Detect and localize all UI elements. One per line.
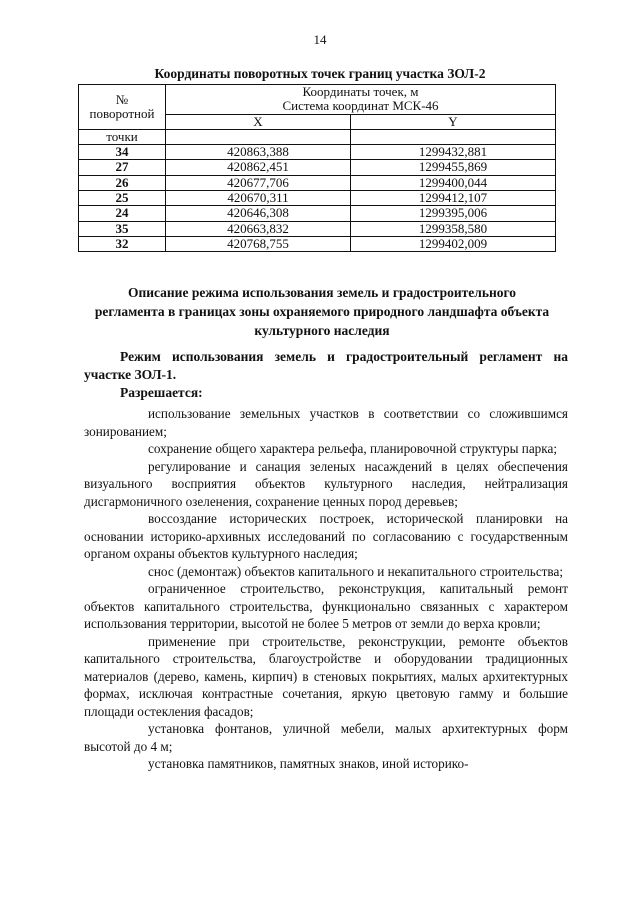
point-cell: 34 (79, 145, 166, 160)
table-row (79, 236, 556, 251)
list-item: воссоздание исторических построек, исторической планировки на основании историко-архивных исследований по согласованию с государственным органом охраны объектов культурного наследия; (84, 511, 568, 561)
x-cell: 420768,755 (166, 236, 351, 251)
point-cell: 32 (79, 236, 166, 251)
x-cell: 420863,388 (166, 145, 351, 160)
table-row (79, 175, 556, 190)
y-cell: 1299402,009 (351, 236, 556, 251)
list-item: ограниченное строительство, реконструкция, капитальный ремонт объектов капитального строительства, функционально связанных с характером использования территории, высотой не более 5 метров от земли до верха кровли; (84, 581, 568, 631)
table-title: Координаты поворотных точек границ участка ЗОЛ-2 (154, 66, 486, 81)
x-cell: 420646,308 (166, 206, 351, 221)
table-row (79, 221, 556, 236)
page-number: 14 (313, 32, 327, 47)
table-row (79, 191, 556, 206)
y-cell: 1299412,107 (351, 191, 556, 206)
y-cell: 1299400,044 (351, 175, 556, 190)
x-cell: 420862,451 (166, 160, 351, 175)
header-x: X (166, 114, 351, 129)
list-item: снос (демонтаж) объектов капитального и некапитального строительства; (148, 563, 564, 579)
table-row (79, 206, 556, 221)
y-cell: 1299432,881 (351, 145, 556, 160)
point-cell: 24 (79, 206, 166, 221)
list-item: сохранение общего характера рельефа, планировочной структуры парка; (148, 441, 557, 456)
x-cell: 420670,311 (166, 191, 351, 206)
list-item: использование земельных участков в соответствии со сложившимся зонированием; (84, 406, 568, 439)
list-item: установка фонтанов, уличной мебели, малых архитектурных форм высотой до 4 м; (84, 721, 568, 754)
subsection-title: Режим использования земель и градостроительный регламент на участке ЗОЛ-1. (84, 349, 568, 382)
header-x-spacer (166, 129, 351, 144)
table-row (79, 160, 556, 175)
allowed-label: Разрешается: (120, 385, 203, 400)
list-item: регулирование и санация зеленых насаждений в целях обеспечения визуального восприятия объектов культурного наследия, нейтрализация дисгармоничного озеленения, сохранение ценных пород деревьев; (84, 458, 568, 509)
coordinates-table (78, 84, 556, 252)
header-y: Y (351, 114, 556, 129)
table-row (79, 145, 556, 160)
header-y-spacer (351, 129, 556, 144)
y-cell: 1299395,006 (351, 206, 556, 221)
list-item: установка памятников, памятных знаков, иной историко- (148, 756, 469, 771)
allowed-list (84, 405, 568, 773)
point-cell: 27 (79, 160, 166, 175)
point-cell: 26 (79, 175, 166, 190)
x-cell: 420677,706 (166, 175, 351, 190)
x-cell: 420663,832 (166, 221, 351, 236)
point-cell: 35 (79, 221, 166, 236)
section-title: Описание режима использования земель и градостроительного регламента в границах зоны охраняемого природного ландшафта объекта культурного наследия (94, 285, 550, 338)
header-coordinates: Координаты точек, м Система координат МСК-46 (166, 85, 556, 115)
header-point-cont: точки (79, 129, 166, 144)
y-cell: 1299358,580 (351, 221, 556, 236)
list-item: применение при строительстве, реконструкции, ремонте объектов капитального строительства, благоустройстве и оборудовании традиционных материалов (дерево, камень, кирпич) в стеновых покрытиях, малых архитектурных формах, исключая контрастные сочетания, яркую цветовую гамму и большие площади остекления фасадов; (84, 633, 568, 719)
point-cell: 25 (79, 191, 166, 206)
header-point-number: № поворотной (79, 85, 166, 130)
y-cell: 1299455,869 (351, 160, 556, 175)
